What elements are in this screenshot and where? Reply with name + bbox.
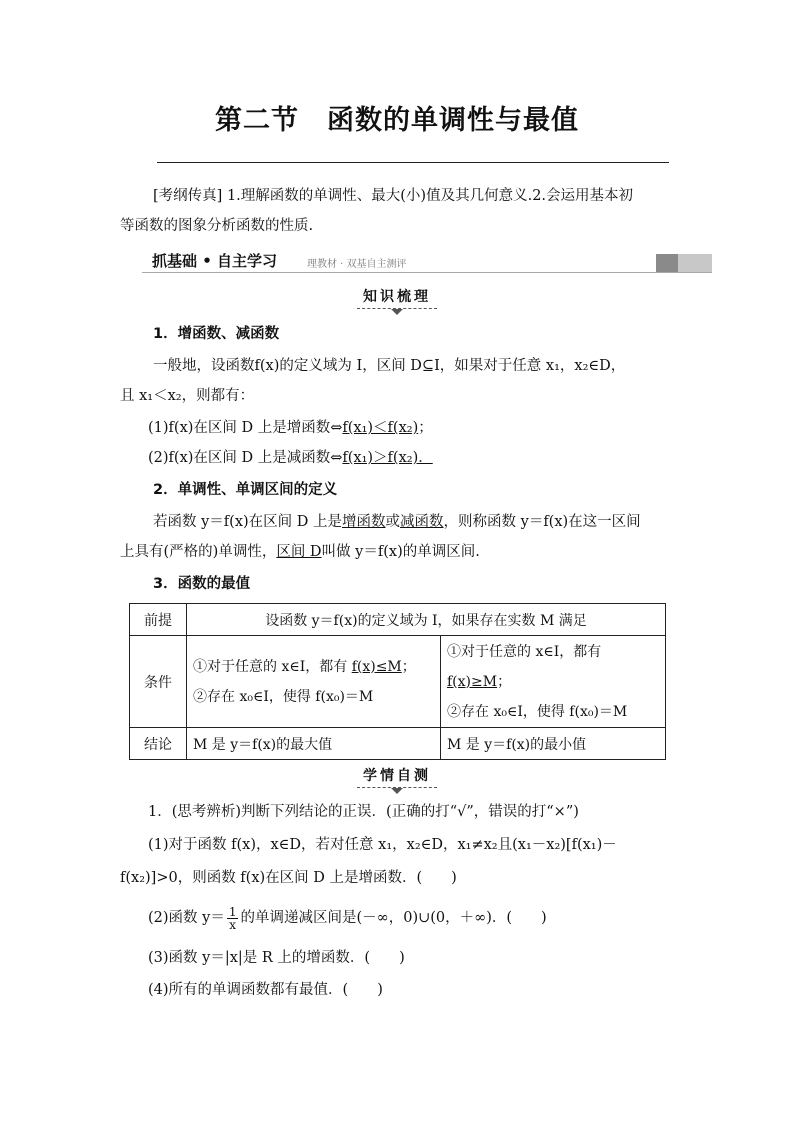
syllabus-text-1: 1.理解函数的单调性、最大(小)值及其几何意义.2.会运用基本初 (226, 188, 634, 204)
exercise-4: (4)所有的单调函数都有最值．( ) (148, 982, 383, 998)
monotonicity-line-1 (153, 507, 693, 537)
mono-increasing: 增函数 (342, 514, 386, 530)
conclusion-label: 结论 (130, 728, 187, 760)
decreasing-formula: f(x₁)＞f(x₂)． (342, 450, 433, 466)
definition-line-2: 且 x₁＜x₂，则都有： (120, 388, 255, 404)
max-cond-prefix: ①对于任意的 x∈I，都有 (193, 658, 352, 675)
max-conclusion: M 是 y＝f(x)的最大值 (187, 728, 441, 760)
banner-block-dark (656, 254, 678, 272)
increasing-prefix: (1)f(x)在区间 D 上是增函数⇔ (148, 420, 343, 436)
banner-rule (142, 272, 712, 273)
banner-title: 抓基础 • 自主学习 (152, 252, 278, 270)
mono-decreasing: 减函数 (400, 514, 444, 530)
table-row (130, 728, 666, 760)
exercise-2-prefix: (2)函数 y＝ (148, 910, 225, 926)
exercise-1-line-2: f(x₂)]>0，则函数 f(x)在区间 D 上是增函数．( ) (120, 870, 457, 886)
decreasing-condition (148, 443, 433, 473)
max-condition (187, 636, 441, 728)
syllabus-line-1 (153, 181, 673, 211)
increasing-condition (148, 413, 433, 443)
min-cond-formula: f(x)≥M (447, 673, 498, 690)
min-cond-suffix: ； (497, 673, 512, 690)
section-title-selftest: 学情自测 (363, 768, 431, 784)
heading-increasing-decreasing: 1．增函数、减函数 (153, 326, 280, 342)
triangle-down-icon (391, 309, 403, 315)
table-row (130, 636, 666, 728)
mono-interval: 区间 D (276, 544, 322, 560)
min-conclusion: M 是 y＝f(x)的最小值 (441, 728, 666, 760)
max-condition-1 (193, 652, 434, 682)
max-cond-suffix: ； (401, 658, 416, 675)
exercise-2 (148, 903, 547, 933)
heading-extrema: 3．函数的最值 (153, 576, 251, 592)
mono-or: 或 (385, 514, 401, 530)
heading-monotonicity: 2．单调性、单调区间的定义 (153, 482, 338, 498)
banner-block-light (678, 254, 712, 272)
min-condition (441, 636, 666, 728)
min-condition-2 (447, 667, 659, 697)
banner-subtitle: 理教材 · 双基自主测评 (307, 259, 407, 270)
increasing-formula: f(x₁)＜f(x₂) (342, 420, 419, 436)
premise-text: 设函数 y＝f(x)的定义域为 I，如果存在实数 M 满足 (187, 604, 666, 636)
section-banner (142, 252, 712, 272)
exercise-intro: 1．(思考辨析)判断下列结论的正误．(正确的打“√”，错误的打“×”) (148, 804, 579, 820)
mono-text-a: 若函数 y＝f(x)在区间 D 上是 (153, 514, 343, 530)
mono-text-d: 叫做 y＝f(x)的单调区间. (321, 544, 480, 560)
condition-label: 条件 (130, 636, 187, 728)
triangle-down-icon (391, 788, 403, 794)
premise-label: 前提 (130, 604, 187, 636)
extrema-table (129, 603, 666, 760)
max-cond-formula: f(x)≤M (351, 658, 402, 675)
title-divider (157, 162, 669, 163)
mono-text-b: ，则称函数 y＝f(x)在这一区间 (443, 514, 641, 530)
syllabus-label: [考纲传真] (153, 188, 223, 204)
section-heading-knowledge (0, 286, 794, 315)
fraction-denominator: x (229, 917, 237, 932)
page-title: 第二节 函数的单调性与最值 (215, 105, 579, 136)
fraction-numerator: 1 (228, 904, 237, 919)
decreasing-prefix: (2)f(x)在区间 D 上是减函数⇔ (148, 450, 343, 466)
exercise-3: (3)函数 y＝|x|是 R 上的增函数．( ) (148, 950, 405, 966)
exercise-1-line-1: (1)对于函数 f(x)，x∈D，若对任意 x₁，x₂∈D，x₁≠x₂且(x₁－x₂)[f(x₁)－ (148, 837, 617, 853)
min-condition-3: ②存在 x₀∈I，使得 f(x₀)＝M (447, 703, 628, 720)
section-title-knowledge: 知识梳理 (363, 289, 431, 305)
min-condition-1: ①对于任意的 x∈I，都有 (447, 643, 602, 660)
monotonicity-line-2 (120, 537, 480, 567)
section-heading-selftest (0, 765, 794, 794)
increasing-suffix: ； (418, 420, 433, 436)
mono-text-c: 上具有(严格的)单调性， (120, 544, 277, 560)
syllabus-line-2: 等函数的图象分析函数的性质. (120, 218, 314, 234)
exercise-2-suffix: 的单调递减区间是(－∞，0)∪(0，＋∞)．( ) (240, 910, 547, 926)
table-row (130, 604, 666, 636)
max-condition-2: ②存在 x₀∈I，使得 f(x₀)＝M (193, 688, 374, 705)
fraction (227, 906, 239, 931)
definition-line-1: 一般地，设函数f(x)的定义域为 I，区间 D⊆I，如果对于任意 x₁，x₂∈D， (153, 358, 626, 374)
